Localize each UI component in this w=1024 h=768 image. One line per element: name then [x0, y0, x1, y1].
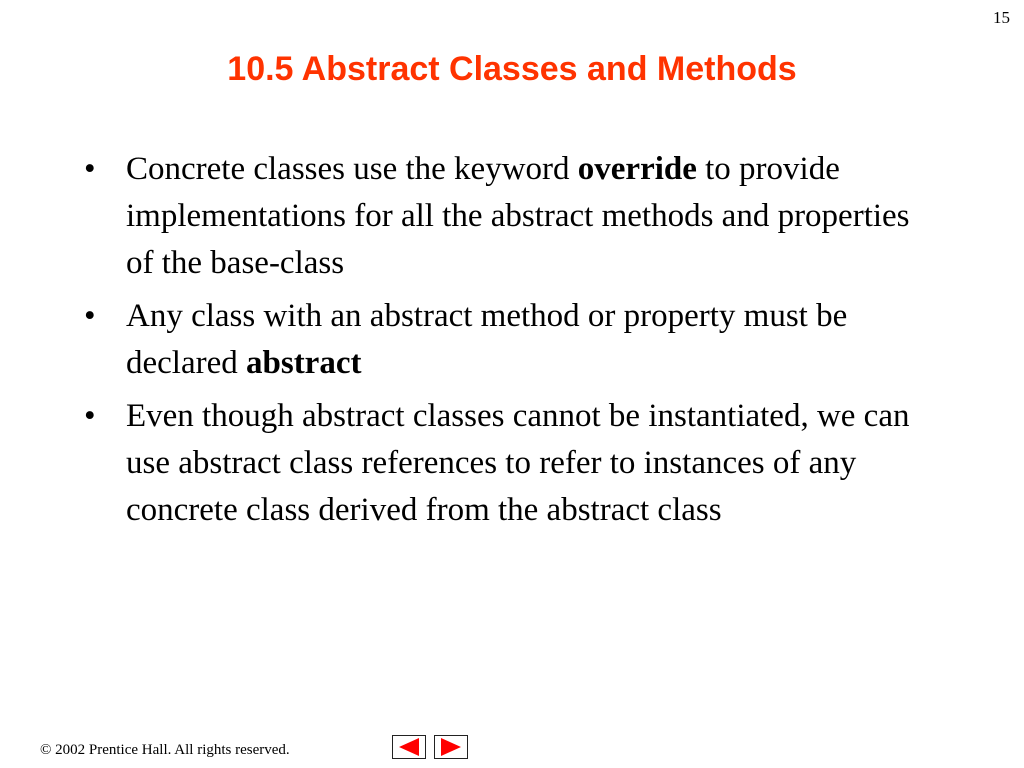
bullet-keyword: abstract: [246, 345, 362, 381]
bullet-keyword: override: [577, 151, 697, 187]
right-arrow-icon: [435, 736, 467, 758]
footer-copyright: © 2002 Prentice Hall. All rights reserved.: [40, 742, 290, 758]
bullet-marker: •: [84, 151, 96, 187]
bullet-text-before: Any class with an abstract method or property must be declared: [126, 298, 848, 381]
slide-title: 10.5 Abstract Classes and Methods: [227, 50, 797, 88]
bullet-marker: •: [84, 398, 96, 434]
bullet-marker: •: [84, 298, 96, 334]
bullet-item: [84, 293, 924, 387]
bullet-item: [84, 146, 924, 287]
previous-slide-button[interactable]: [392, 735, 426, 759]
next-slide-button[interactable]: [434, 735, 468, 759]
bullet-text-before: Concrete classes use the keyword: [126, 151, 578, 187]
bullet-list: [84, 146, 924, 540]
bullet-text-after: to provide implementations for all the abstract methods and properties of the base-class: [126, 151, 910, 281]
page-number: 15: [993, 8, 1010, 27]
left-arrow-icon: [393, 736, 425, 758]
bullet-text-before: Even though abstract classes cannot be instantiated, we can use abstract class references to refer to instances of any concrete class derived from the abstract class: [126, 398, 910, 528]
bullet-item: [84, 393, 924, 534]
